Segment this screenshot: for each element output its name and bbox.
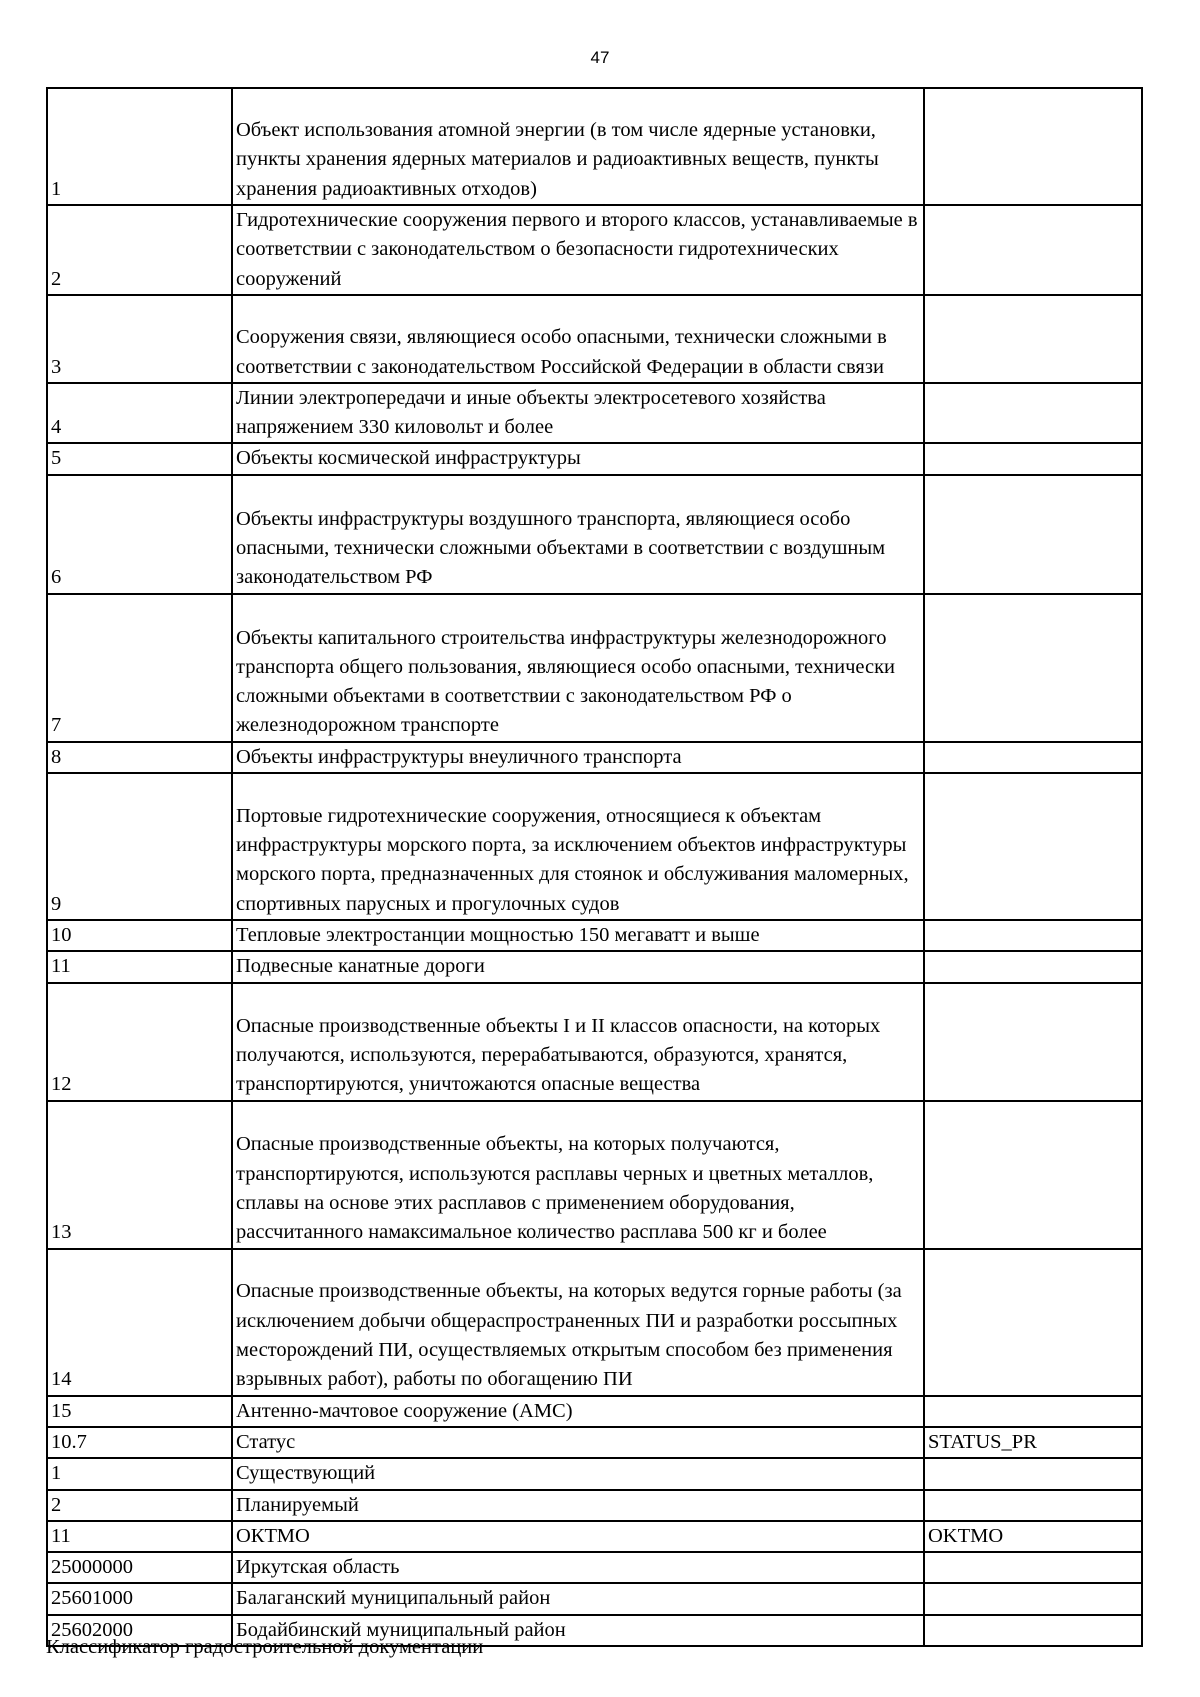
table-row xyxy=(47,983,1142,1101)
row-name: Тепловые электростанции мощностью 150 мегаватт и выше xyxy=(232,920,924,951)
row-name: Портовые гидротехнические сооружения, относящиеся к объектам инфраструктуры морского порта, за исключением объектов инфраструктуры морского порта, предназначенных для стоянок и обслуживания маломерных, спортивных парусных и прогулочных судов xyxy=(232,773,924,920)
row-field xyxy=(924,920,1142,951)
row-name: Опасные производственные объекты, на которых ведутся горные работы (за исключением добычи общераспространенных ПИ и разработки россыпных месторождений ПИ, осуществляемых открытым способом без применения взрывных работ), работы по обогащению ПИ xyxy=(232,1249,924,1396)
row-field xyxy=(924,475,1142,594)
row-code: 5 xyxy=(47,443,232,474)
row-name: Бодайбинский муниципальный район xyxy=(232,1615,924,1646)
row-field xyxy=(924,1615,1142,1646)
row-name: Опасные производственные объекты I и II классов опасности, на которых получаются, используются, перерабатываются, образуются, хранятся, транспортируются, уничтожаются опасные вещества xyxy=(232,983,924,1101)
row-field xyxy=(924,443,1142,474)
row-code: 7 xyxy=(47,594,232,742)
row-field xyxy=(924,773,1142,920)
row-field xyxy=(924,742,1142,773)
row-name: Объекты инфраструктуры воздушного транспорта, являющиеся особо опасными, технически сложными объектами в соответствии с воздушным законодательством РФ xyxy=(232,475,924,594)
document-footer: Классификатор градостроительной документации xyxy=(46,1636,484,1658)
row-name: Подвесные канатные дороги xyxy=(232,951,924,982)
row-field xyxy=(924,205,1142,295)
row-name: Антенно-мачтовое сооружение (АМС) xyxy=(232,1396,924,1427)
row-code: 11 xyxy=(47,951,232,982)
row-name: Объекты капитального строительства инфраструктуры железнодорожного транспорта общего пользования, являющиеся особо опасными, технически сложными объектами в соответствии с законодательством РФ о железнодорожном транспорте xyxy=(232,594,924,742)
row-code: 13 xyxy=(47,1101,232,1249)
table-row xyxy=(47,475,1142,594)
table-row xyxy=(47,88,1142,205)
row-field xyxy=(924,1458,1142,1489)
table-row xyxy=(47,1490,1142,1521)
row-code: 14 xyxy=(47,1249,232,1396)
row-code: 2 xyxy=(47,205,232,295)
row-name: ОКТМО xyxy=(232,1521,924,1552)
table-row xyxy=(47,1458,1142,1489)
table-row xyxy=(47,205,1142,295)
row-field xyxy=(924,383,1142,444)
row-name: Планируемый xyxy=(232,1490,924,1521)
row-field xyxy=(924,295,1142,383)
row-name: Линии электропередачи и иные объекты электросетевого хозяйства напряжением 330 киловольт и более xyxy=(232,383,924,444)
row-name: Объекты инфраструктуры внеуличного транспорта xyxy=(232,742,924,773)
table-row xyxy=(47,443,1142,474)
row-field xyxy=(924,1583,1142,1614)
row-field xyxy=(924,951,1142,982)
row-code: 15 xyxy=(47,1396,232,1427)
row-field xyxy=(924,983,1142,1101)
table-row xyxy=(47,1396,1142,1427)
table-row xyxy=(47,920,1142,951)
row-code: 9 xyxy=(47,773,232,920)
row-code: 12 xyxy=(47,983,232,1101)
row-code: 11 xyxy=(47,1521,232,1552)
table-row xyxy=(47,295,1142,383)
classifier-table xyxy=(46,87,1143,1647)
table-row xyxy=(47,773,1142,920)
table-row xyxy=(47,1552,1142,1583)
row-field: STATUS_PR xyxy=(924,1427,1142,1458)
row-field xyxy=(924,1101,1142,1249)
row-name: Существующий xyxy=(232,1458,924,1489)
row-name: Иркутская область xyxy=(232,1552,924,1583)
table-row xyxy=(47,1101,1142,1249)
table-row xyxy=(47,1583,1142,1614)
row-name: Объект использования атомной энергии (в том числе ядерные установки, пункты хранения ядерных материалов и радиоактивных веществ, пункты хранения радиоактивных отходов) xyxy=(232,88,924,205)
row-field xyxy=(924,1396,1142,1427)
row-code: 1 xyxy=(47,1458,232,1489)
row-code: 2 xyxy=(47,1490,232,1521)
page-number: 47 xyxy=(590,48,610,67)
row-code: 4 xyxy=(47,383,232,444)
row-name: Гидротехнические сооружения первого и второго классов, устанавливаемые в соответствии с законодательством о безопасности гидротехнических сооружений xyxy=(232,205,924,295)
table-row xyxy=(47,1427,1142,1458)
row-code: 6 xyxy=(47,475,232,594)
table-row xyxy=(47,1521,1142,1552)
row-code: 25601000 xyxy=(47,1583,232,1614)
row-code: 10 xyxy=(47,920,232,951)
row-field xyxy=(924,88,1142,205)
row-name: Сооружения связи, являющиеся особо опасными, технически сложными в соответствии с законодательством Российской Федерации в области связи xyxy=(232,295,924,383)
table-row xyxy=(47,383,1142,444)
table-row xyxy=(47,742,1142,773)
row-code: 3 xyxy=(47,295,232,383)
table-row xyxy=(47,594,1142,742)
row-field xyxy=(924,594,1142,742)
row-name: Опасные производственные объекты, на которых получаются, транспортируются, используются расплавы черных и цветных металлов, сплавы на основе этих расплавов с применением оборудования, рассчитанного намаксимальное количество расплава 500 кг и более xyxy=(232,1101,924,1249)
row-code: 10.7 xyxy=(47,1427,232,1458)
row-name: Балаганский муниципальный район xyxy=(232,1583,924,1614)
table-row xyxy=(47,951,1142,982)
row-code: 25602000 xyxy=(47,1615,232,1646)
row-field xyxy=(924,1490,1142,1521)
table-row xyxy=(47,1249,1142,1396)
row-field xyxy=(924,1249,1142,1396)
row-code: 8 xyxy=(47,742,232,773)
row-name: Статус xyxy=(232,1427,924,1458)
row-code: 1 xyxy=(47,88,232,205)
row-name: Объекты космической инфраструктуры xyxy=(232,443,924,474)
row-code: 25000000 xyxy=(47,1552,232,1583)
row-field: OKTMO xyxy=(924,1521,1142,1552)
row-field xyxy=(924,1552,1142,1583)
